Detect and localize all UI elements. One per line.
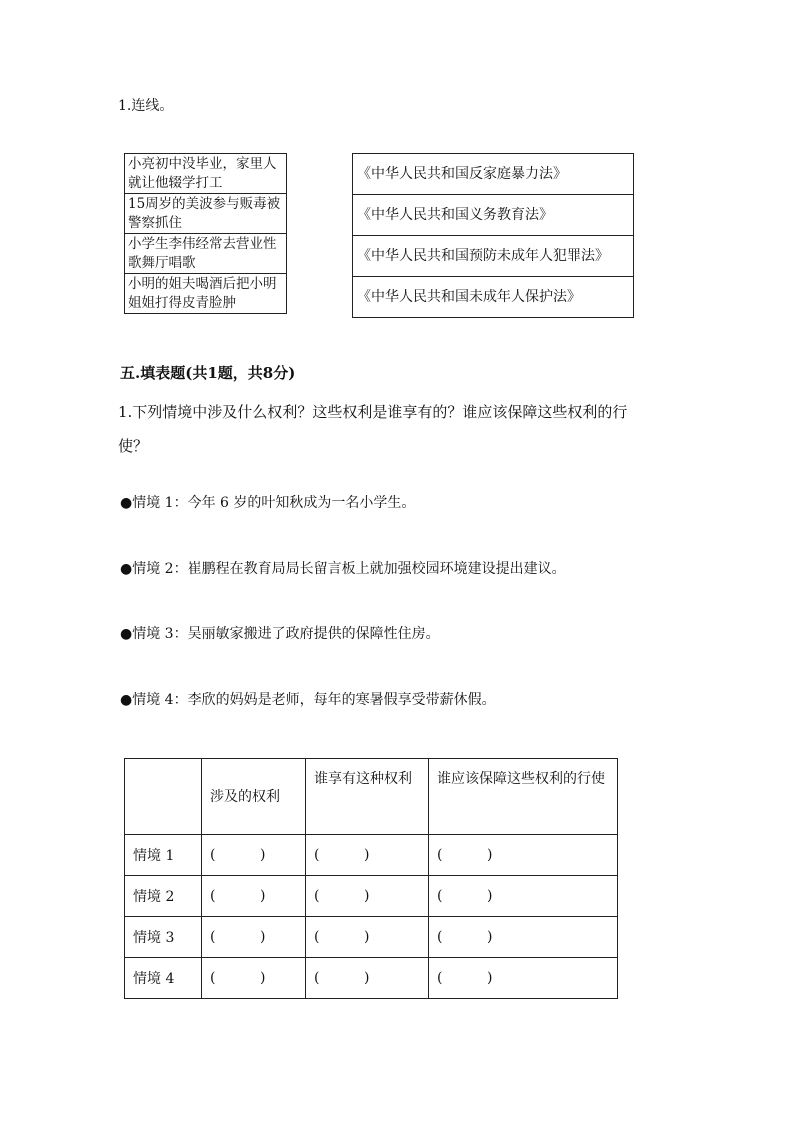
table-header-row (125, 759, 618, 835)
answer-blank[interactable]: ( ) (202, 917, 306, 958)
question-text-line2: 使？ (118, 437, 149, 455)
situation-2: ●情境 2：崔鹏程在教育局局长留言板上就加强校园环境建设提出建议。 (120, 561, 566, 577)
row-label: 情境 2 (125, 876, 202, 917)
matching-right-item[interactable]: 《中华人民共和国反家庭暴力法》 (353, 154, 633, 195)
matching-left-list (124, 153, 287, 314)
answer-blank[interactable]: ( ) (429, 917, 618, 958)
table-header-cell (125, 759, 202, 835)
matching-right-item[interactable]: 《中华人民共和国未成年人保护法》 (353, 277, 633, 318)
answer-blank[interactable]: ( ) (306, 958, 429, 999)
matching-left-item[interactable]: 小明的姐夫喝酒后把小明姐姐打得皮青脸肿 (125, 274, 286, 314)
answer-blank[interactable]: ( ) (429, 835, 618, 876)
row-label: 情境 4 (125, 958, 202, 999)
answer-blank[interactable]: ( ) (202, 958, 306, 999)
table-header-cell: 谁应该保障这些权利的行使 (429, 759, 618, 835)
question-1-title: 1.连线。 (118, 98, 174, 114)
answer-blank[interactable]: ( ) (306, 835, 429, 876)
row-label: 情境 1 (125, 835, 202, 876)
answer-blank[interactable]: ( ) (306, 917, 429, 958)
table-row (125, 917, 618, 958)
row-label: 情境 3 (125, 917, 202, 958)
matching-right-list (352, 153, 634, 318)
situation-3: ●情境 3：吴丽敏家搬进了政府提供的保障性住房。 (120, 626, 440, 642)
answer-blank[interactable]: ( ) (429, 958, 618, 999)
matching-right-item[interactable]: 《中华人民共和国义务教育法》 (353, 195, 633, 236)
answer-blank[interactable]: ( ) (202, 876, 306, 917)
matching-left-item[interactable]: 小亮初中没毕业，家里人就让他辍学打工 (125, 154, 286, 194)
table-row (125, 958, 618, 999)
table-row (125, 876, 618, 917)
question-text-line1: 1.下列情境中涉及什么权利？这些权利是谁享有的？谁应该保障这些权利的行 (118, 403, 628, 421)
answer-blank[interactable]: ( ) (429, 876, 618, 917)
situation-1: ●情境 1：今年 6 岁的叶知秋成为一名小学生。 (120, 495, 416, 511)
table-header-cell: 谁享有这种权利 (306, 759, 429, 835)
matching-left-item[interactable]: 15周岁的美波参与贩毒被警察抓住 (125, 194, 286, 234)
answer-blank[interactable]: ( ) (306, 876, 429, 917)
table-header-cell: 涉及的权利 (202, 759, 306, 835)
table-row (125, 835, 618, 876)
matching-left-item[interactable]: 小学生李伟经常去营业性歌舞厅唱歌 (125, 234, 286, 274)
situation-4: ●情境 4：李欣的妈妈是老师，每年的寒暑假享受带薪休假。 (120, 692, 496, 708)
section-title: 五.填表题(共1题，共8分) (120, 364, 296, 382)
matching-right-item[interactable]: 《中华人民共和国预防未成年人犯罪法》 (353, 236, 633, 277)
answer-blank[interactable]: ( ) (202, 835, 306, 876)
fill-in-table (124, 758, 618, 999)
